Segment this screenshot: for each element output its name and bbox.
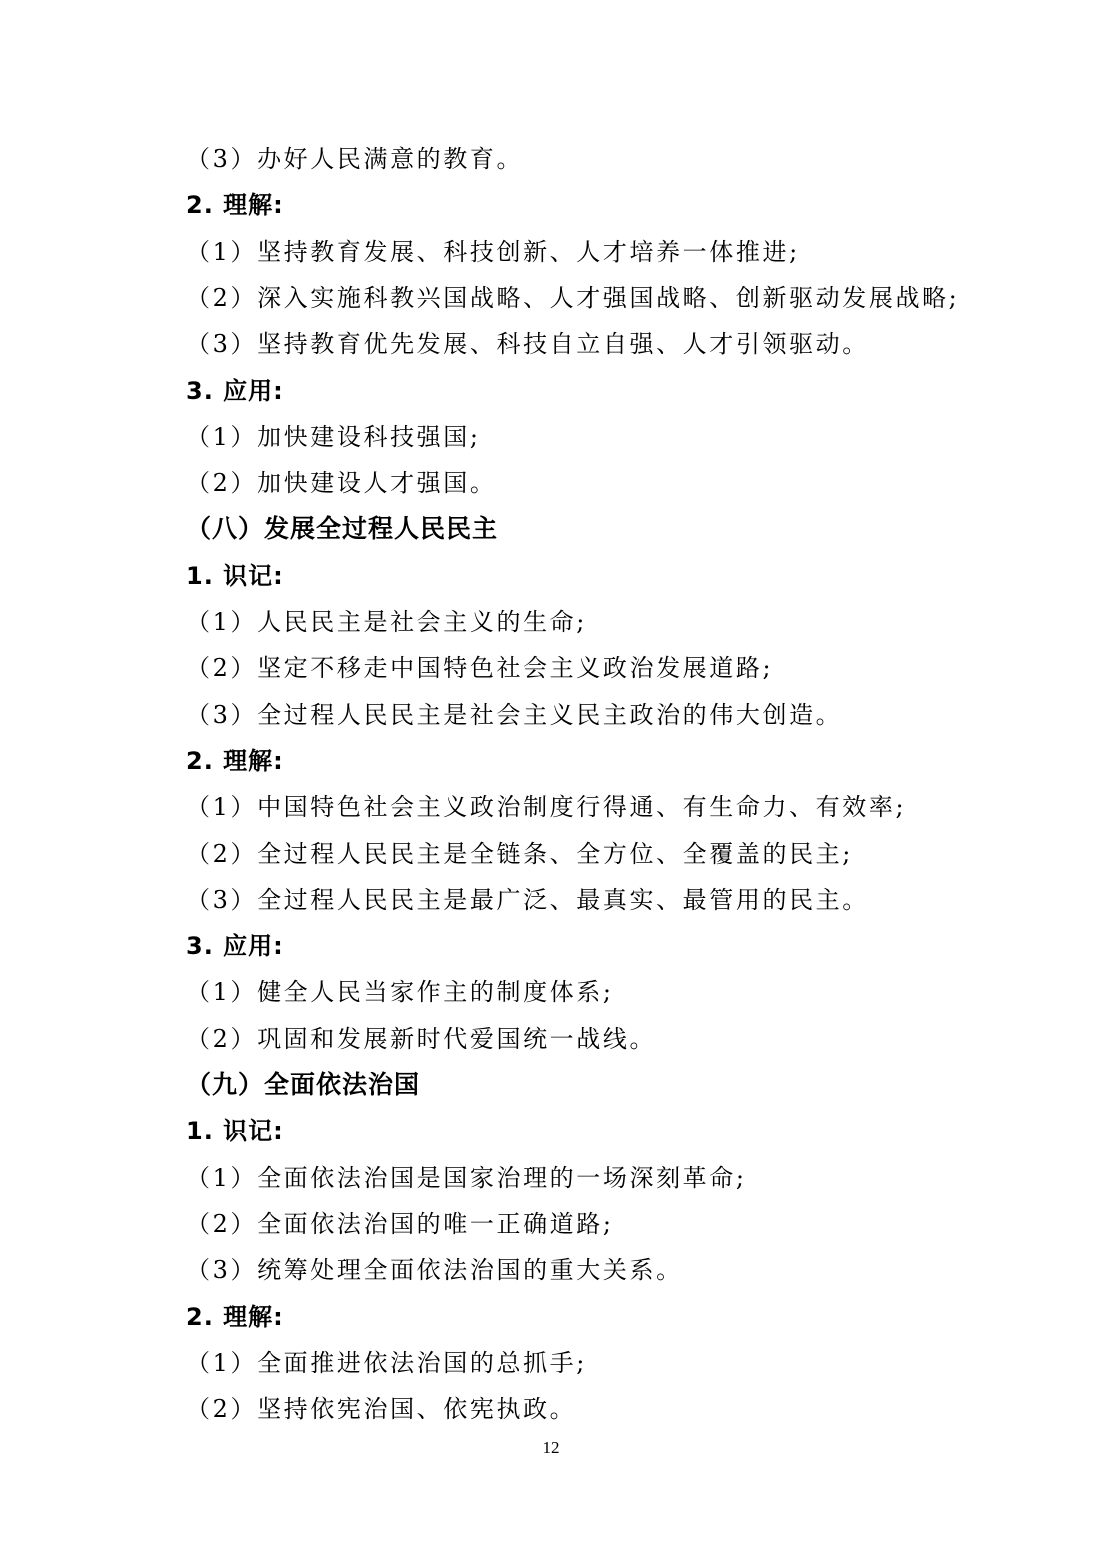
list-item: （3）统筹处理全面依法治国的重大关系。 <box>186 1256 683 1285</box>
subheading: 3. 应用: <box>186 932 284 961</box>
list-item: （2）加快建设人才强国。 <box>186 469 497 498</box>
subheading: 2. 理解: <box>186 1302 284 1331</box>
section-heading: （九）全面依法治国 <box>186 1070 421 1099</box>
list-item: （3）坚持教育优先发展、科技自立自强、人才引领驱动。 <box>186 330 869 359</box>
list-item: （1）全面依法治国是国家治理的一场深刻革命; <box>186 1163 747 1192</box>
subheading: 1. 识记: <box>186 561 284 590</box>
subheading: 2. 理解: <box>186 191 284 220</box>
list-item: （2）全面依法治国的唯一正确道路; <box>186 1209 614 1238</box>
list-item: （1）加快建设科技强国; <box>186 422 481 451</box>
list-item: （3）全过程人民民主是最广泛、最真实、最管用的民主。 <box>186 885 869 914</box>
list-item: （1）坚持教育发展、科技创新、人才培养一体推进; <box>186 237 800 266</box>
page-number: 12 <box>542 1438 560 1457</box>
list-item: （1）中国特色社会主义政治制度行得通、有生命力、有效率; <box>186 793 907 822</box>
list-item: （2）深入实施科教兴国战略、人才强国战略、创新驱动发展战略; <box>186 283 960 312</box>
list-item: （2）巩固和发展新时代爱国统一战线。 <box>186 1024 657 1053</box>
subheading: 2. 理解: <box>186 746 284 775</box>
subheading: 3. 应用: <box>186 376 284 405</box>
list-item: （2）坚定不移走中国特色社会主义政治发展道路; <box>186 654 774 683</box>
section-heading: （八）发展全过程人民民主 <box>186 514 499 544</box>
subheading: 1. 识记: <box>186 1117 284 1146</box>
list-item: （1）健全人民当家作主的制度体系; <box>186 978 614 1007</box>
list-item: （2）坚持依宪治国、依宪执政。 <box>186 1395 577 1424</box>
list-item: （3）全过程人民民主是社会主义民主政治的伟大创造。 <box>186 700 843 729</box>
list-item: （1）人民民主是社会主义的生命; <box>186 608 587 636</box>
list-item: （1）全面推进依法治国的总抓手; <box>186 1348 587 1377</box>
list-item: （2）全过程人民民主是全链条、全方位、全覆盖的民主; <box>186 839 853 868</box>
list-item: （3）办好人民满意的教育。 <box>186 145 524 173</box>
